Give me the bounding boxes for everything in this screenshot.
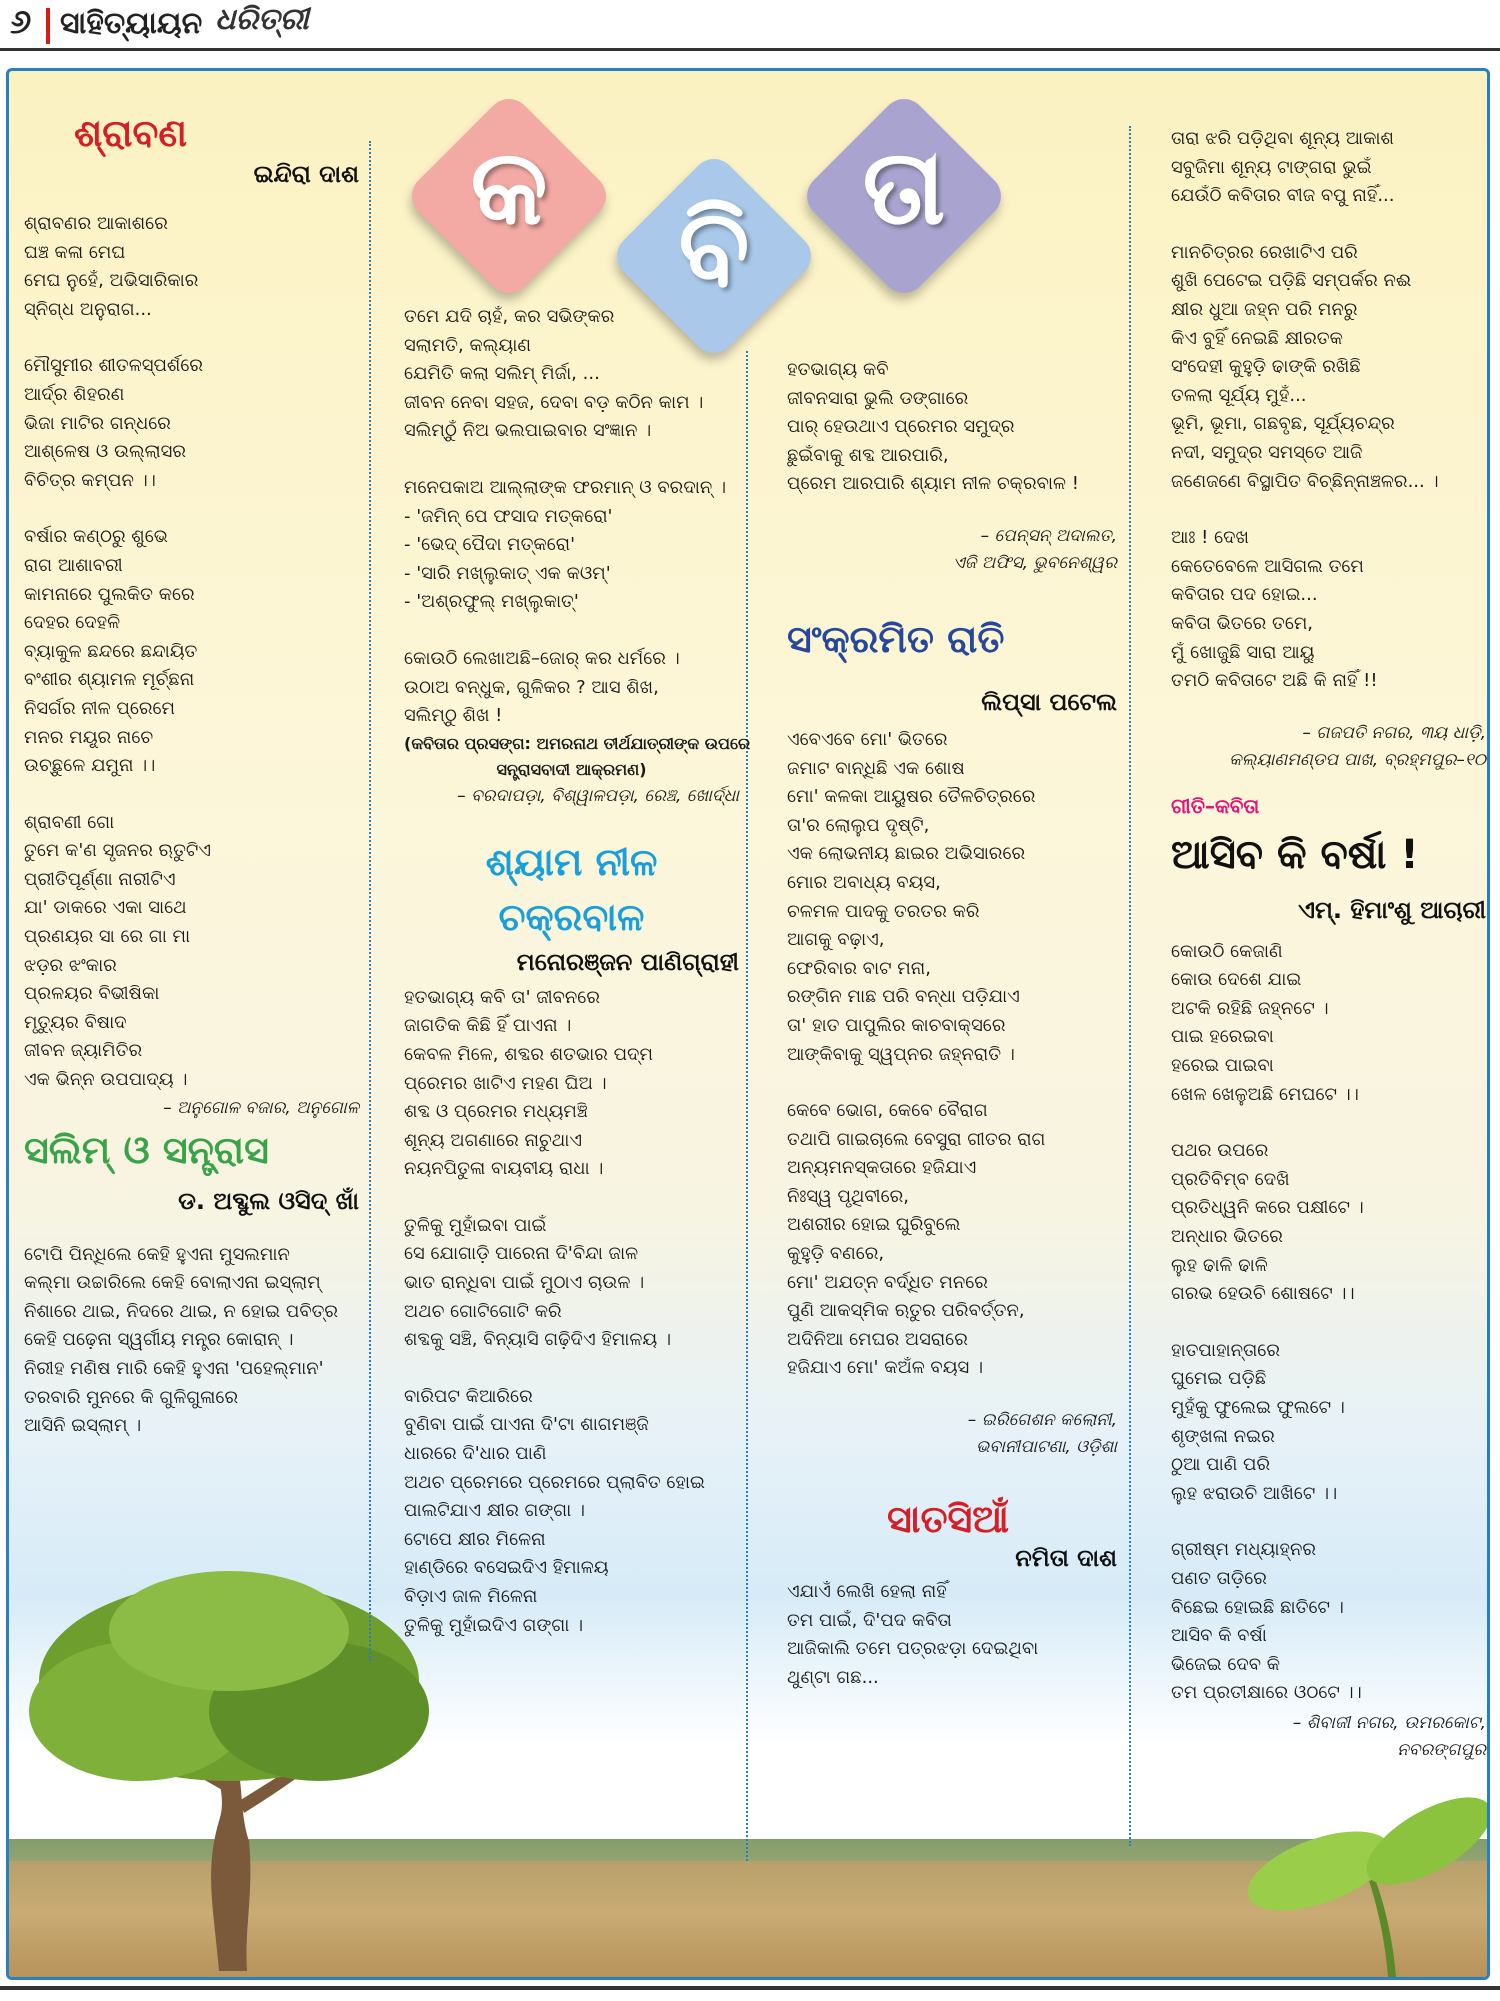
poem-line: ପ୍ରତିଧ୍ୱନି କରେ ପକ୍ଷୀଟେ ।	[1171, 1197, 1364, 1219]
poem-line: ମନର ମୟୂର ନାଚେ	[24, 726, 154, 748]
poem-line: ଜମାଟ ବାନ୍ଧିଛି ଏକ ଶୋଷ	[787, 757, 965, 779]
poem-line: ରାଗ ଆଶାବରୀ	[24, 554, 123, 576]
poem-line: ମୃତ୍ୟୁର ବିଷାଦ	[24, 1011, 127, 1033]
poem-place: ନବରଙ୍ଗପୁର	[1397, 1739, 1486, 1760]
poem-line: କେହି ପଢ଼େନା ସ୍ୱର୍ଗୀୟ ମନ୍ତ୍ର କୋରାନ୍ ।	[24, 1329, 294, 1351]
page-header	[0, 0, 1500, 52]
poem-line: ଝଡ଼ର ଝଂକାର	[24, 954, 117, 976]
banner-letter: ତା	[862, 126, 946, 248]
poem-line: ଏବେଏବେ ମୋ' ଭିତରେ	[787, 728, 948, 750]
poem-line: ଆର୍ଦ୍ର ଶିହରଣ	[24, 383, 125, 405]
poem-line: ଆଗକୁ ବଢ଼ାଏ,	[787, 929, 885, 951]
poem-line: ମୋର ଅବାଧ୍ୟ ବୟସ,	[787, 871, 941, 893]
poem-place: ଏଜି ଅଫିସ, ଭୁବନେଶ୍ୱର	[952, 552, 1117, 573]
poem-line: ଅଦିନିଆ ମେଘର ଅସରାରେ	[787, 1328, 968, 1350]
poem-line: - 'ସାରି ମଖ୍‌ଲୁକାତ୍ ଏକ କଓମ୍'	[404, 562, 611, 584]
poem-place: – ଗଜପତି ନଗର, ୩ୟ ଧାଡ଼ି,	[1302, 722, 1486, 743]
poem-line: ଯେମିତି କଲା ସଲିମ୍ ମିର୍ଜା, ...	[404, 363, 600, 385]
banner-letter: କ	[470, 126, 548, 248]
poem-line: ଆଜିକାଲି ତମେ ପତ୍ରଝଡ଼ା ଦେଇଥିବା	[787, 1638, 1039, 1660]
poem-line: ପାଇ ହରେଇବା	[1171, 1026, 1274, 1048]
poem-line: କେବଳ ମିଳେ, ଶବ୍ଦର ଶତଭାର ପଦ୍ମ	[404, 1043, 653, 1065]
poem-line: ଟୋପେ କ୍ଷୀର ମିଳେନା	[404, 1528, 546, 1550]
poem-body	[1171, 125, 1486, 696]
poem-line: ଛୁଇଁବାକୁ ଶବ୍ଦ ଆରପାରି,	[787, 444, 949, 466]
poem-line: କେତେବେଳେ ଆସିଗଲ ତମେ	[1171, 555, 1364, 577]
poem-stanza	[787, 1097, 1117, 1383]
poem-title: ଚକ୍ରବାଳ	[498, 894, 645, 939]
poem-note: (କବିତାର ପ୍ରସଙ୍ଗ: ଅମରନାଥ ତୀର୍ଥଯାତ୍ରୀଙ୍କ ଉପରେ	[404, 733, 751, 753]
poem-stanza	[404, 474, 739, 617]
poem-line: ଉଠାଅ ବନ୍ଧୁକ, ଗୁଳିକର ? ଆସ ଶିଖ,	[404, 676, 659, 698]
poem-line: ସ୍ନିଗ୍ଧ ଅନୁରାଗ...	[24, 298, 152, 320]
poem-stanza	[404, 984, 739, 1184]
poem-line: ତମେ ଯଦି ଚାହଁ, କର ସଭିଙ୍କର	[404, 306, 615, 327]
poem-line: ବ୍ୟାକୁଳ ଛନ୍ଦରେ ଛନ୍ଦାୟିତ	[24, 640, 198, 662]
poetry-page-frame	[6, 68, 1490, 1980]
poem-line: ବଂଶୀର ଶ୍ୟାମଳ ମୂର୍ଚ୍ଛନା	[24, 669, 195, 691]
poem-line: ଅନ୍ଧାର ଭିତରେ	[1171, 1226, 1283, 1248]
poem-line: ଭୂମି, ଭୂମା, ଗଛବୃଛ, ସୂର୍ଯ୍ୟଚନ୍ଦ୍ର	[1171, 413, 1395, 435]
column-divider	[746, 351, 748, 1861]
poem-title: ଆସିବ କି ବର୍ଷା !	[1171, 831, 1419, 878]
poem-line: ଘୁମେଇ ପଡ଼ିଛି	[1171, 1368, 1267, 1390]
poem-body	[787, 726, 1117, 1383]
poem-line: ପାର୍ ହେଉଥାଏ ପ୍ରେମର ସମୁଦ୍ର	[787, 416, 1015, 438]
poem-line: କିଏ ବୁହିଁ ନେଇଛି କ୍ଷୀରତକ	[1171, 327, 1343, 349]
poem-line: ମନେପକାଅ ଆଲ୍ଲାଙ୍କ ଫରମାନ୍ ଓ ବରଦାନ୍ ।	[404, 476, 727, 498]
poem-line: ବାରିପଟ କିଆରିରେ	[404, 1385, 533, 1407]
poem-line: ଗ୍ରୀଷ୍ମ ମଧ୍ୟାହ୍ନର	[1171, 1539, 1317, 1561]
poem-line: କୋଉଠି କେଜାଣି	[1171, 940, 1283, 962]
tree-illustration	[19, 1571, 439, 1971]
poem-line: ତାରା ଝରି ପଡ଼ିଥିବା ଶୂନ୍ୟ ଆକାଶ	[1171, 128, 1394, 149]
poem-line: ନିଶାରେ ଥାଇ, ନିଦରେ ଥାଇ, ନ ହୋଇ ପବିତ୍ର	[24, 1300, 339, 1322]
poem-line: ତା'ର ଲୋଲୁପ ଦୃଷ୍ଟି,	[787, 814, 930, 836]
poem-author: ଏମ୍. ହିମାଂଶୁ ଆଚାରୀ	[1298, 895, 1486, 924]
poem-line: ମୋ' କଳକା ଆୟୁଷର ତୈଳଚିତ୍ରରେ	[787, 786, 1036, 808]
poem-place: ଭବାନୀପାଟଣା, ଓଡ଼ିଶା	[975, 1437, 1117, 1458]
poem-note: ସନ୍ତ୍ରାସବାଦୀ ଆକ୍ରମଣ)	[496, 759, 647, 779]
poem-line: ଖେଳ ଖେଳୁଅଛି ମେଘଟେ ।।	[1171, 1083, 1359, 1105]
poem-place: – ଅନୁଗୋଳ ବଜାର, ଅନୁଗୋଳ	[163, 1097, 359, 1118]
poem-line: - 'ଭେଦ୍ ପୈଦା ମତ୍‌କରୋ'	[404, 534, 576, 556]
poem-line: ଯେଉଁଠି କବିତାର ବୀଜ ବପୁ ନାହିଁ...	[1171, 185, 1395, 207]
poem-stanza	[1171, 1536, 1486, 1708]
poem-line: ଧାରରେ ଦି'ଧାର ପାଣି	[404, 1443, 547, 1465]
poem-author: ଲିପ୍‌ସା ପଟେଲ	[981, 687, 1117, 716]
poem-line: ଶ୍ରାବଣୀ ଗୋ	[24, 811, 115, 833]
poem-line: ଏକ ଲୋଭନୀୟ ଛାଇର ଅଭିସାରରେ	[787, 843, 1026, 865]
poem-stanza	[787, 726, 1117, 1069]
poem-line: ଅନ୍ୟମନସ୍କତାରେ ହଜିଯାଏ	[787, 1157, 977, 1179]
poem-line: ପ୍ରତିବିମ୍ବ ଦେଖି	[1171, 1168, 1290, 1190]
poem-place: – ପେନ୍‌ସନ୍ ଅଦାଲତ,	[980, 525, 1117, 546]
poem-stanza	[24, 809, 359, 1095]
poem-author: ଇନ୍ଦିରା ଦାଶ	[253, 160, 359, 188]
poem-line: ବୁଣିବା ପାଇଁ ପାଏନା ଦି'ଟା ଶାଗମଞ୍ଜି	[404, 1414, 649, 1436]
poem-line: ପାଲଟିଯାଏ କ୍ଷୀର ଗଙ୍ଗା ।	[404, 1500, 586, 1522]
poem-line: କୁହୁଡ଼ି ବଣରେ,	[787, 1243, 885, 1265]
poem-body	[404, 303, 739, 731]
poem-line: ନିରୀହ ମଣିଷ ମାରି କେହି ହୁଏନା 'ପହେଲ୍‌ମାନ'	[24, 1358, 324, 1379]
poem-line: ତା' ହାତ ପାପୁଲିର କାଚବାକ୍ସରେ	[787, 1014, 1006, 1036]
poem-line: ଅଶରୀର ହୋଇ ଘୁରିବୁଲେ	[787, 1214, 961, 1236]
poem-line: ବିଛେଇ ହୋଇଛି ଛାତିଟେ ।	[1171, 1596, 1344, 1618]
poem-line: ଏଯାଏଁ ଲେଖି ହେଲା ନାହିଁ	[787, 1581, 947, 1603]
poem-line: ଦେହର ଦେହଳି	[24, 612, 121, 634]
poem-line: ଜୀବନ ଜ୍ୟାମିତିର	[24, 1040, 143, 1062]
poem-stanza	[1171, 125, 1486, 211]
poem-line: ମୁଁ ଖୋଜୁଛି ସାରା ଆୟୁ	[1171, 641, 1315, 663]
poem-line: ତମ ପାଇଁ, ଦି'ପଦ କବିତା	[787, 1609, 952, 1631]
poem-line: ନୟନପିତୁଳା ବାୟବୀୟ ରାଧା ।	[404, 1158, 604, 1180]
poem-line: ଲୁହ ଢାଳି ଢାଳି	[1171, 1254, 1268, 1276]
poem-line: ରଙ୍ଗିନ ମାଛ ପରି ବନ୍ଧା ପଡ଼ିଯାଏ	[787, 986, 1020, 1008]
poem-line: ଉଚ୍ଛୁଳେ ଯମୁନା ।।	[24, 755, 156, 777]
poem-line: ହତଭାଗ୍ୟ କବି ତା' ଜୀବନରେ	[404, 986, 600, 1008]
poem-line: ଜାଗତିକ କିଛି ହିଁ ପାଏନା ।	[404, 1015, 572, 1037]
poem-line: କବିତାର ପଦ ହୋଇ...	[1171, 584, 1318, 606]
poem-line: ତମ ପ୍ରତୀକ୍ଷାରେ ଓଠଟେ ।।	[1171, 1682, 1362, 1704]
poem-line: ଜୀବନସାରା ଭୁଲି ଡଙ୍ଗାରେ	[787, 387, 969, 409]
page-number: ୬	[10, 2, 32, 42]
poem-body	[404, 984, 739, 1640]
poem-line: କୋଉଠି ଲେଖାଅଛି–ଜୋର୍ କର ଧର୍ମରେ ।	[404, 647, 680, 669]
poem-place: – ବରଦାପଡ଼ା, ବିଶ୍ୱାଳପଡ଼ା, ରେଞ୍ଚ, ଖୋର୍ଦ୍ଧା	[457, 785, 739, 806]
poem-title: ସଲିମ୍ ଓ ସନ୍ତ୍ରାସ	[24, 1127, 269, 1172]
poem-line: କୋଉ ଦେଶେ ଯାଇ	[1171, 969, 1302, 991]
poem-author: ଡ. ଅବ୍ଦୁଲ ଓସିଦ୍ ଖାଁ	[178, 1186, 359, 1215]
poem-line: କବିତା ଭିତରେ ତମେ,	[1171, 612, 1314, 634]
poem-line: ଅଥଚ ଗୋଟିଗୋଟି କରି	[404, 1300, 562, 1322]
poem-line: ମେଘ ନୁହେଁ, ଅଭିସାରିକାର	[24, 270, 199, 292]
poem-line: ଯା' ଡାକରେ ଏକା ସାଥେ	[24, 897, 187, 919]
column-3	[787, 356, 1117, 1720]
poem-title: ସାତସିଆଁ	[887, 1497, 1010, 1542]
poem-line: ଘଞ୍ଚ କଳା ମେଘ	[24, 241, 126, 263]
poem-body	[787, 356, 1117, 499]
poem-line: ପ୍ରଳୟର ବିଭୀଷିକା	[24, 983, 160, 1005]
poem-line: ତୁଳିକୁ ମୁହାଁଇବା ପାଇଁ	[404, 1214, 547, 1236]
poem-stanza	[404, 645, 739, 731]
poem-line: ସଲିମ୍‌ଠୁ ଶିଖ !	[404, 705, 503, 727]
poem-line: ତୁଳିକୁ ମୁହାଁଇଦିଏ ଗଙ୍ଗା ।	[404, 1614, 584, 1636]
poem-stanza	[1171, 938, 1486, 1110]
poem-line: ପୁଣି ଆକସ୍ମିକ ଋତୁର ପରିବର୍ତ୍ତନ,	[787, 1300, 1025, 1322]
poem-line: ନଦୀ, ସମୁଦ୍ର ସମସ୍ତେ ଆଜି	[1171, 441, 1363, 463]
poem-title: ଶ୍ୟାମ ନୀଳ	[485, 839, 658, 884]
poem-line: ଟୋପି ପିନ୍ଧିଲେ କେହି ହୁଏନା ମୁସଲମାନ	[24, 1243, 290, 1265]
poem-body	[24, 1241, 359, 1441]
column-divider	[369, 141, 371, 1661]
poem-line: ମୌସୁମୀର ଶୀତଳସ୍ପର୍ଶରେ	[24, 355, 203, 377]
poem-line: ହତଭାଗ୍ୟ କବି	[787, 359, 889, 380]
poem-line: କ୍ଷୀର ଧୁଆ ଜହ୍ନ ପରି ମନରୁ	[1171, 298, 1358, 320]
poem-line: ଫେରିବାର ବାଟ ମନା,	[787, 957, 931, 979]
header-rule	[0, 48, 1500, 51]
footer-rule	[0, 1986, 1500, 1990]
poem-line: ହରେଇ ପାଇବା	[1171, 1055, 1274, 1077]
poem-title: ସଂକ୍ରମିତ ରାତି	[787, 616, 1005, 661]
poem-line: ଶୃଙ୍ଖଳା ନଇର	[1171, 1425, 1275, 1447]
poem-line: ଶୂନ୍ୟ ଅଗଣାରେ ନାଚୁଥାଏ	[404, 1129, 582, 1151]
poem-line: ଲୁହ ଝରାଉଚି ଆଖିଟେ ।।	[1171, 1482, 1338, 1504]
poem-line: ତଥାପି ଗାଇଚାଲେ ବେସୁରା ଗୀତର ରାଗ	[787, 1128, 1046, 1150]
poem-line: ନିଃସ୍ୱ ପୃଥିବୀରେ,	[787, 1185, 909, 1207]
poem-place: – ଶିବାଜୀ ନଗର, ଉମରକୋଟ,	[1292, 1712, 1486, 1733]
poem-line: ହଜିଯାଏ ମୋ' କଅଁଳ ବୟସ ।	[787, 1357, 984, 1379]
genre-label: ଗୀତି–କବିତା	[1171, 793, 1260, 818]
poem-line: ପଣତ ତାଡ଼ିରେ	[1171, 1567, 1267, 1589]
poem-stanza	[404, 303, 739, 446]
poem-line: - 'ଜମିନ୍ ପେ ଫସାଦ ମତ୍‌କରୋ'	[404, 505, 613, 527]
poem-line: ଜୀବନ ନେବା ସହଜ, ଦେବା ବଡ଼ କଠିନ କାମ ।	[404, 391, 704, 413]
poem-line: କେବେ ଭୋଗ, କେବେ ବୈରାଗ	[787, 1100, 988, 1122]
poem-line: ଅଟକି ରହିଛି ଜହ୍ନଟେ ।	[1171, 997, 1329, 1019]
poem-stanza	[1171, 524, 1486, 696]
poem-stanza	[787, 356, 1117, 499]
poem-line: ତଳଲା ସୂର୍ଯ୍ୟ ମୁହଁ...	[1171, 384, 1307, 406]
banner-letter: ବି	[678, 186, 750, 308]
poem-line: ମାନଚିତ୍ରର ରେଖାଟିଏ ପରି	[1171, 241, 1358, 263]
poem-stanza	[24, 352, 359, 495]
poem-line: ସଲିମ୍‌ଠୁଁ ନିଅ ଭଲପାଇବାର ସଂଜ୍ଞାନ ।	[404, 420, 652, 442]
poem-line: ଆଙ୍କିବାକୁ ସ୍ୱପ୍ନର ଜହ୍ନରାତି ।	[787, 1043, 1015, 1065]
poem-stanza	[1171, 1137, 1486, 1309]
poem-line: ନିସର୍ଗର ନୀଳ ପ୍ରେମେ	[24, 697, 175, 719]
poem-line: ସଂଦେହୀ କୁହୁଡ଼ି ଢାଙ୍କି ରଖିଛି	[1171, 356, 1361, 378]
poem-line: ଗରଭ ହେଉଚି ଶୋଷଟେ ।।	[1171, 1283, 1355, 1305]
poem-line: ପ୍ରଣୟର ସା ରେ ଗା ମା	[24, 926, 191, 948]
poem-line: ସେ ଯୋଗାଡ଼ି ପାରେନା ଦି'ବିନ୍ଦା ଜାଳ	[404, 1243, 639, 1265]
poem-line: ଆଶ୍ଳେଷ ଓ ଉଲ୍ଲାସର	[24, 441, 186, 463]
poem-stanza	[1171, 239, 1486, 496]
seedling-illustration	[1239, 1771, 1489, 1980]
poem-line: ଚଳମଳ ପାଦକୁ ତରତର କରି	[787, 900, 980, 922]
poem-line: କଲ୍‌ମା ଉଚ୍ଚାରିଲେ କେହି ବୋଲାଏନା ଇସ୍‌ଲାମ୍	[24, 1272, 321, 1294]
poem-title: ଶ୍ରାବଣ	[74, 111, 188, 155]
poem-line: ପ୍ରେମ ଆରପାରି ଶ୍ୟାମ ନୀଳ ଚକ୍ରବାଳ !	[787, 473, 1079, 495]
poem-line: ଭିଜେଇ ଦେବ କି	[1171, 1653, 1281, 1675]
poem-stanza	[24, 1241, 359, 1441]
poem-line: ଶବ୍ଦକୁ ସଞ୍ଚି, ବିନ୍ୟାସି ଗଢ଼ିଦିଏ ହିମାଳୟ ।	[404, 1329, 672, 1351]
poem-line: ଅଥଚ ପ୍ରେମରେ ପ୍ରେମରେ ପ୍ଲାବିତ ହୋଇ	[404, 1471, 706, 1493]
poem-line: - 'ଅଶ୍‌ରଫୁଲ୍ ମଖ୍‌ଲୁକାତ୍'	[404, 591, 579, 613]
poem-line: ଶୁଖି ପେଟେଇ ପଡ଼ିଛି ସମ୍ପର୍କର ନଈ	[1171, 270, 1412, 292]
poem-line: ତୁମେ କ'ଣ ସୃଜନର ଋତୁଟିଏ	[24, 840, 212, 862]
poem-stanza	[1171, 1337, 1486, 1509]
poem-line: ଠୁଆ ପାଣି ପରି	[1171, 1454, 1271, 1476]
column-4	[1171, 125, 1486, 1764]
poem-body	[1171, 938, 1486, 1708]
poem-line: ହାଣ୍ଡିରେ ବସେଇଦିଏ ହିମାଳୟ	[404, 1557, 609, 1579]
poem-line: କାମନାରେ ପୁଲକିତ କରେ	[24, 583, 195, 605]
column-1	[24, 111, 359, 1469]
poem-line: ପଥର ଉପରେ	[1171, 1140, 1269, 1162]
poem-body	[24, 210, 359, 1095]
poem-author: ମନୋରଞ୍ଜନ ପାଣିଗ୍ରାହୀ	[516, 947, 739, 976]
poem-line: ହାତପାହାନ୍ତାରେ	[1171, 1339, 1280, 1361]
poem-place: କଲ୍ୟାଣମଣ୍ଡପ ପାଖ, ବ୍ରହ୍ମପୁର–୧୦	[1229, 749, 1486, 770]
poem-line: ସବୁଜିମା ଶୂନ୍ୟ ଟାଙ୍ଗରା ଭୁଇଁ	[1171, 156, 1372, 178]
poem-line: ଥୁଣ୍ଟା ଗଛ...	[787, 1666, 879, 1688]
column-2	[404, 303, 751, 1668]
poem-line: ତମଠି କବିତାଟେ ଅଛି କି ନାହିଁ !!	[1171, 670, 1378, 692]
poem-line: ଶ୍ରାବଣର ଆକାଶରେ	[24, 213, 168, 234]
poem-line: ସଲାମତି, କଲ୍ୟାଣ	[404, 334, 531, 356]
poem-line: ଶବ୍ଦ ଓ ପ୍ରେମର ମଧ୍ୟମଞ୍ଚି	[404, 1101, 588, 1123]
poem-line: ଆସିନି ଇସ୍‌ଲାମ୍ ।	[24, 1415, 142, 1437]
poem-line: ମୋ' ଅଯତ୍ନ ବର୍ଦ୍ଧିତ ମନରେ	[787, 1271, 988, 1293]
poem-line: ପ୍ରେମର ଖାଟିଏ ମହଣ ଘିଅ ।	[404, 1072, 607, 1094]
poem-line: ଏକ ଭିନ୍ନ ଉପପାଦ୍ୟ ।	[24, 1069, 188, 1091]
poem-line: ବିଡ଼ାଏ ଜାଳ ମିଳେନା	[404, 1586, 538, 1607]
poem-line: ଭାତ ରାନ୍ଧିବା ପାଇଁ ମୁଠାଏ ଚାଉଳ ।	[404, 1272, 645, 1294]
poem-stanza	[404, 1383, 739, 1640]
section-name: ସାହିତ୍ୟାୟନ	[60, 6, 203, 41]
header-divider	[46, 8, 50, 44]
poem-line: ଜଣେଜଣେ ବିସ୍ଥାପିତ ବିଚ୍ଛିନ୍ନାଞ୍ଚଳର... ।	[1171, 470, 1439, 492]
poem-line: ଆଃ ! ଦେଖ	[1171, 527, 1249, 549]
poem-line: ବର୍ଷାର କଣ୍ଠରୁ ଶୁଭେ	[24, 526, 168, 548]
newspaper-logo: ଧରିତ୍ରୀ	[215, 2, 309, 37]
poem-stanza	[787, 1578, 1117, 1692]
poem-body	[787, 1578, 1117, 1692]
poem-line: ମୁହଁକୁ ଫୁଲେଇ ଫୁଲଟେ ।	[1171, 1397, 1345, 1418]
poem-line: ଆସିବ କି ବର୍ଷା	[1171, 1625, 1267, 1647]
poem-line: ପ୍ରୀତିପୂର୍ଣ୍ଣା ନାରୀଟିଏ	[24, 868, 176, 890]
poem-author: ନମିତା ଦାଶ	[1015, 1544, 1117, 1573]
poem-line: ତରବାରି ମୁନରେ କି ଗୁଳିଗୁଳାରେ	[24, 1386, 239, 1408]
poem-stanza	[24, 523, 359, 780]
poem-stanza	[24, 210, 359, 324]
poem-line: ବିଚିତ୍ର କମ୍ପନ ।।	[24, 469, 156, 491]
poem-stanza	[404, 1212, 739, 1355]
poem-line: ଭିଜା ମାଟିର ଗନ୍ଧରେ	[24, 412, 171, 434]
poem-place: – ଇରିଗେଶନ କଲୋନୀ,	[967, 1410, 1117, 1431]
column-divider	[1129, 126, 1131, 1846]
